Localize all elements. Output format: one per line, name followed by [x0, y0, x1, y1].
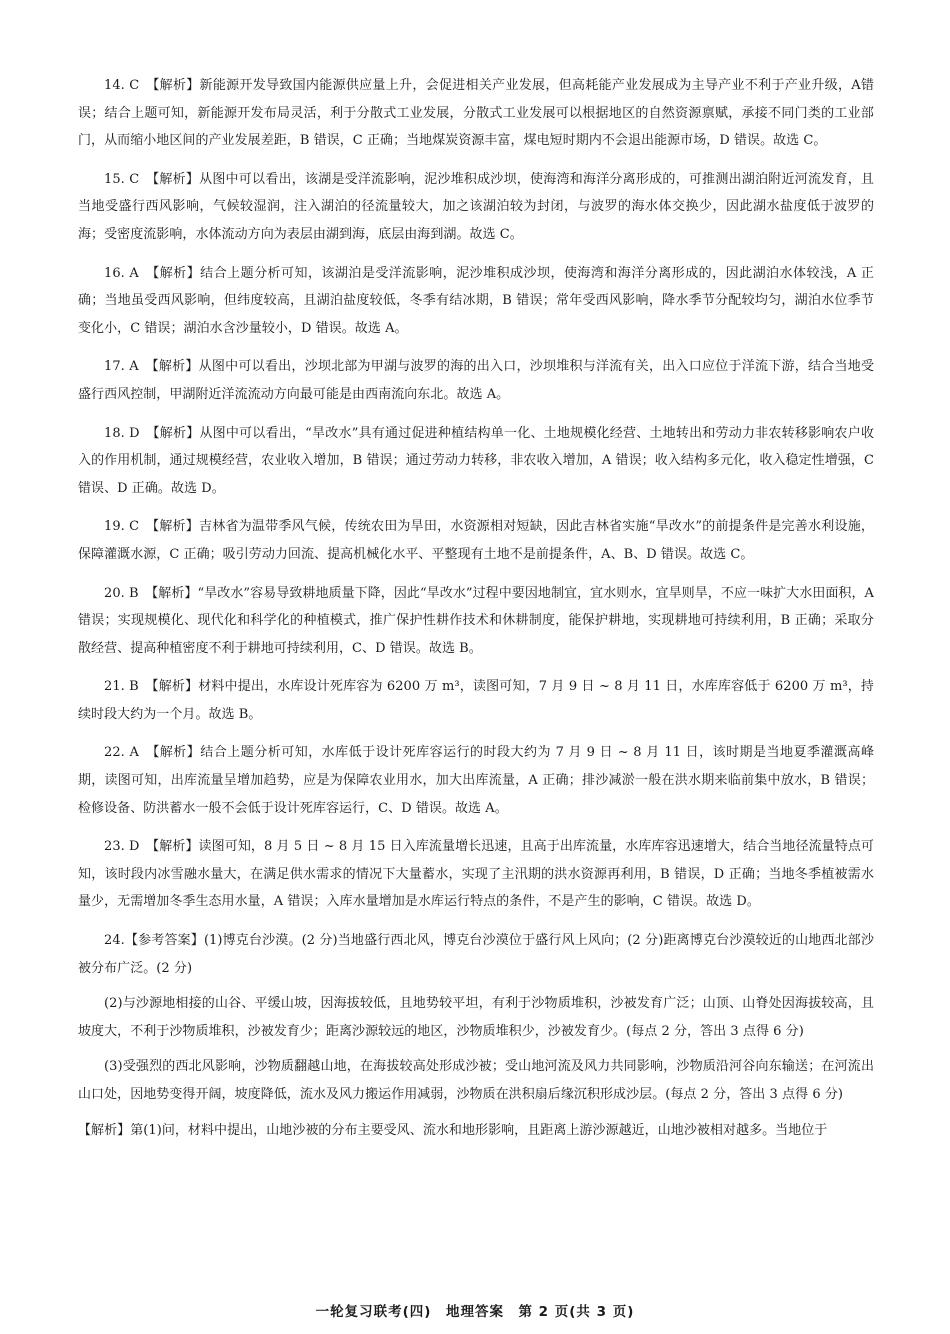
answer-22: 22. A 【解析】结合上题分析可知，水库低于设计死库容运行的时段大约为 7 月 9 日 ~ 8 月 11 日，该时期是当地夏季灌溉高峰期，读图可知，出库流量呈增加趋势，应是为保障农业用水，加大出库流量，A 正确；排沙减淤一般在洪水期来临前集中放水，B 错误；检修设备、防洪蓄水一般不会低于设计死库容运行，C、D 错误。故选 A。 [78, 745, 874, 816]
answer-20: 20. B 【解析】“旱改水”容易导致耕地质量下降，因此“旱改水”过程中要因地制宜，宜水则水，宜旱则旱，不应一味扩大水田面积，A 错误；实现规模化、现代化和科学化的种植模式，推广保护性耕作技术和休耕制度，能保护耕地，实现耕地可持续利用，B 正确；采取分散经营、提高种植密度不利于耕地可持续利用，C、D 错误。故选 B。 [78, 585, 874, 656]
page-footer: 一轮复习联考(四) 地理答案 第 2 页(共 3 页) [315, 1304, 635, 1320]
answer-14: 14. C 【解析】新能源开发导致国内能源供应量上升，会促进相关产业发展，但高耗能产业发展成为主导产业不利于产业升级，A错误；结合上题可知，新能源开发布局灵活，利于分散式工业发展，分散式工业发展可以根据地区的自然资源禀赋，承接不同门类的工业部门，从而缩小地区间的产业发展差距，B 错误，C 正确；当地煤炭资源丰富，煤电短时期内不会退出能源市场，D 错误。故选 C。 [78, 78, 874, 149]
answer-24-part3: (3)受强烈的西北风影响，沙物质翻越山地，在海拔较高处形成沙被；受山地河流及风力共同影响，沙物质沿河谷向东输送；在河流出山口处，因地势变得开阔，坡度降低，流水及风力搬运作用减弱，沙物质在洪积扇后缘沉积形成沙层。(每点 2 分，答出 3 点得 6 分) [78, 1059, 874, 1102]
answer-16: 16. A 【解析】结合上题分析可知，该湖泊是受洋流影响，泥沙堆积成沙坝，使海湾和海洋分离形成的，因此湖泊水体较浅，A 正确；当地虽受西风影响，但纬度较高，且湖泊盐度较低，冬季有结冰期，B 错误；常年受西风影响，降水季节分配较均匀，湖泊水位季节变化小，C 错误；湖泊水含沙量较小，D 错误。故选 A。 [78, 265, 874, 336]
answer-19: 19. C 【解析】吉林省为温带季风气候，传统农田为旱田，水资源相对短缺，因此吉林省实施“旱改水”的前提条件是完善水利设施，保障灌溉水源，C 正确；吸引劳动力回流、提高机械化水平、平整现有土地不是前提条件，A、B、D 错误。故选 C。 [78, 519, 874, 562]
answer-15: 15. C 【解析】从图中可以看出，该湖是受洋流影响，泥沙堆积成沙坝，使海湾和海洋分离形成的，可推测出湖泊附近河流发育，且当地受盛行西风影响，气候较湿润，注入湖泊的径流量较大，加之该湖泊较为封闭，与波罗的海水体交换少，因此湖水盐度低于波罗的海；受密度流影响，水体流动方向为表层由湖到海，底层由海到湖。故选 C。 [78, 171, 874, 242]
answer-24-part1: 24.【参考答案】(1)博克台沙漠。(2 分)当地盛行西北风，博克台沙漠位于盛行风上风向；(2 分)距离博克台沙漠较近的山地西北部沙被分布广泛。(2 分) [78, 933, 874, 976]
answer-18: 18. D 【解析】从图中可以看出，“旱改水”具有通过促进种植结构单一化、土地规模化经营、土地转出和劳动力非农转移影响农户收入的作用机制，通过规模经营，农业收入增加，B 错误；通过劳动力转移，非农收入增加，A 错误；收入结构多元化，收入稳定性增强，C 错误、D 正确。故选 D。 [78, 425, 874, 496]
answer-23: 23. D 【解析】读图可知，8 月 5 日 ~ 8 月 15 日入库流量增长迅速，且高于出库流量，水库库容迅速增大，结合当地径流量特点可知，该时段内冰雪融水量大，在满足供水需求的情况下大量蓄水，实现了主汛期的洪水资源再利用，B 错误，D 正确；当地冬季植被需水量少，无需增加冬季生态用水量，A 错误；入库水量增加是水库运行特点的条件，不是产生的影响，C 错误。故选 D。 [78, 839, 874, 910]
answer-24-part2: (2)与沙源地相接的山谷、平缓山坡，因海拔较低，且地势较平坦，有利于沙物质堆积，沙被发育广泛；山顶、山脊处因海拔较高，且坡度大，不利于沙物质堆积，沙被发育少；距离沙源较远的地区，沙物质堆积少，沙被发育少。(每点 2 分，答出 3 点得 6 分) [78, 996, 874, 1039]
answer-24-analysis: 【解析】第(1)问，材料中提出，山地沙被的分布主要受风、流水和地形影响，且距离上游沙源越近，山地沙被相对越多。当地位于 [78, 1122, 828, 1138]
answer-17: 17. A 【解析】从图中可以看出，沙坝北部为甲湖与波罗的海的出入口，沙坝堆积与洋流有关，出入口应位于洋流下游，结合当地受盛行西风控制，甲湖附近洋流流动方向最可能是由西南流向东北。故选 A。 [78, 359, 874, 402]
answer-21: 21. B 【解析】材料中提出，水库设计死库容为 6200 万 m³，读图可知，7 月 9 日 ~ 8 月 11 日，水库库容低于 6200 万 m³，持续时段大约为一个月。故选 B。 [78, 679, 874, 722]
answer-page [78, 72, 874, 1155]
